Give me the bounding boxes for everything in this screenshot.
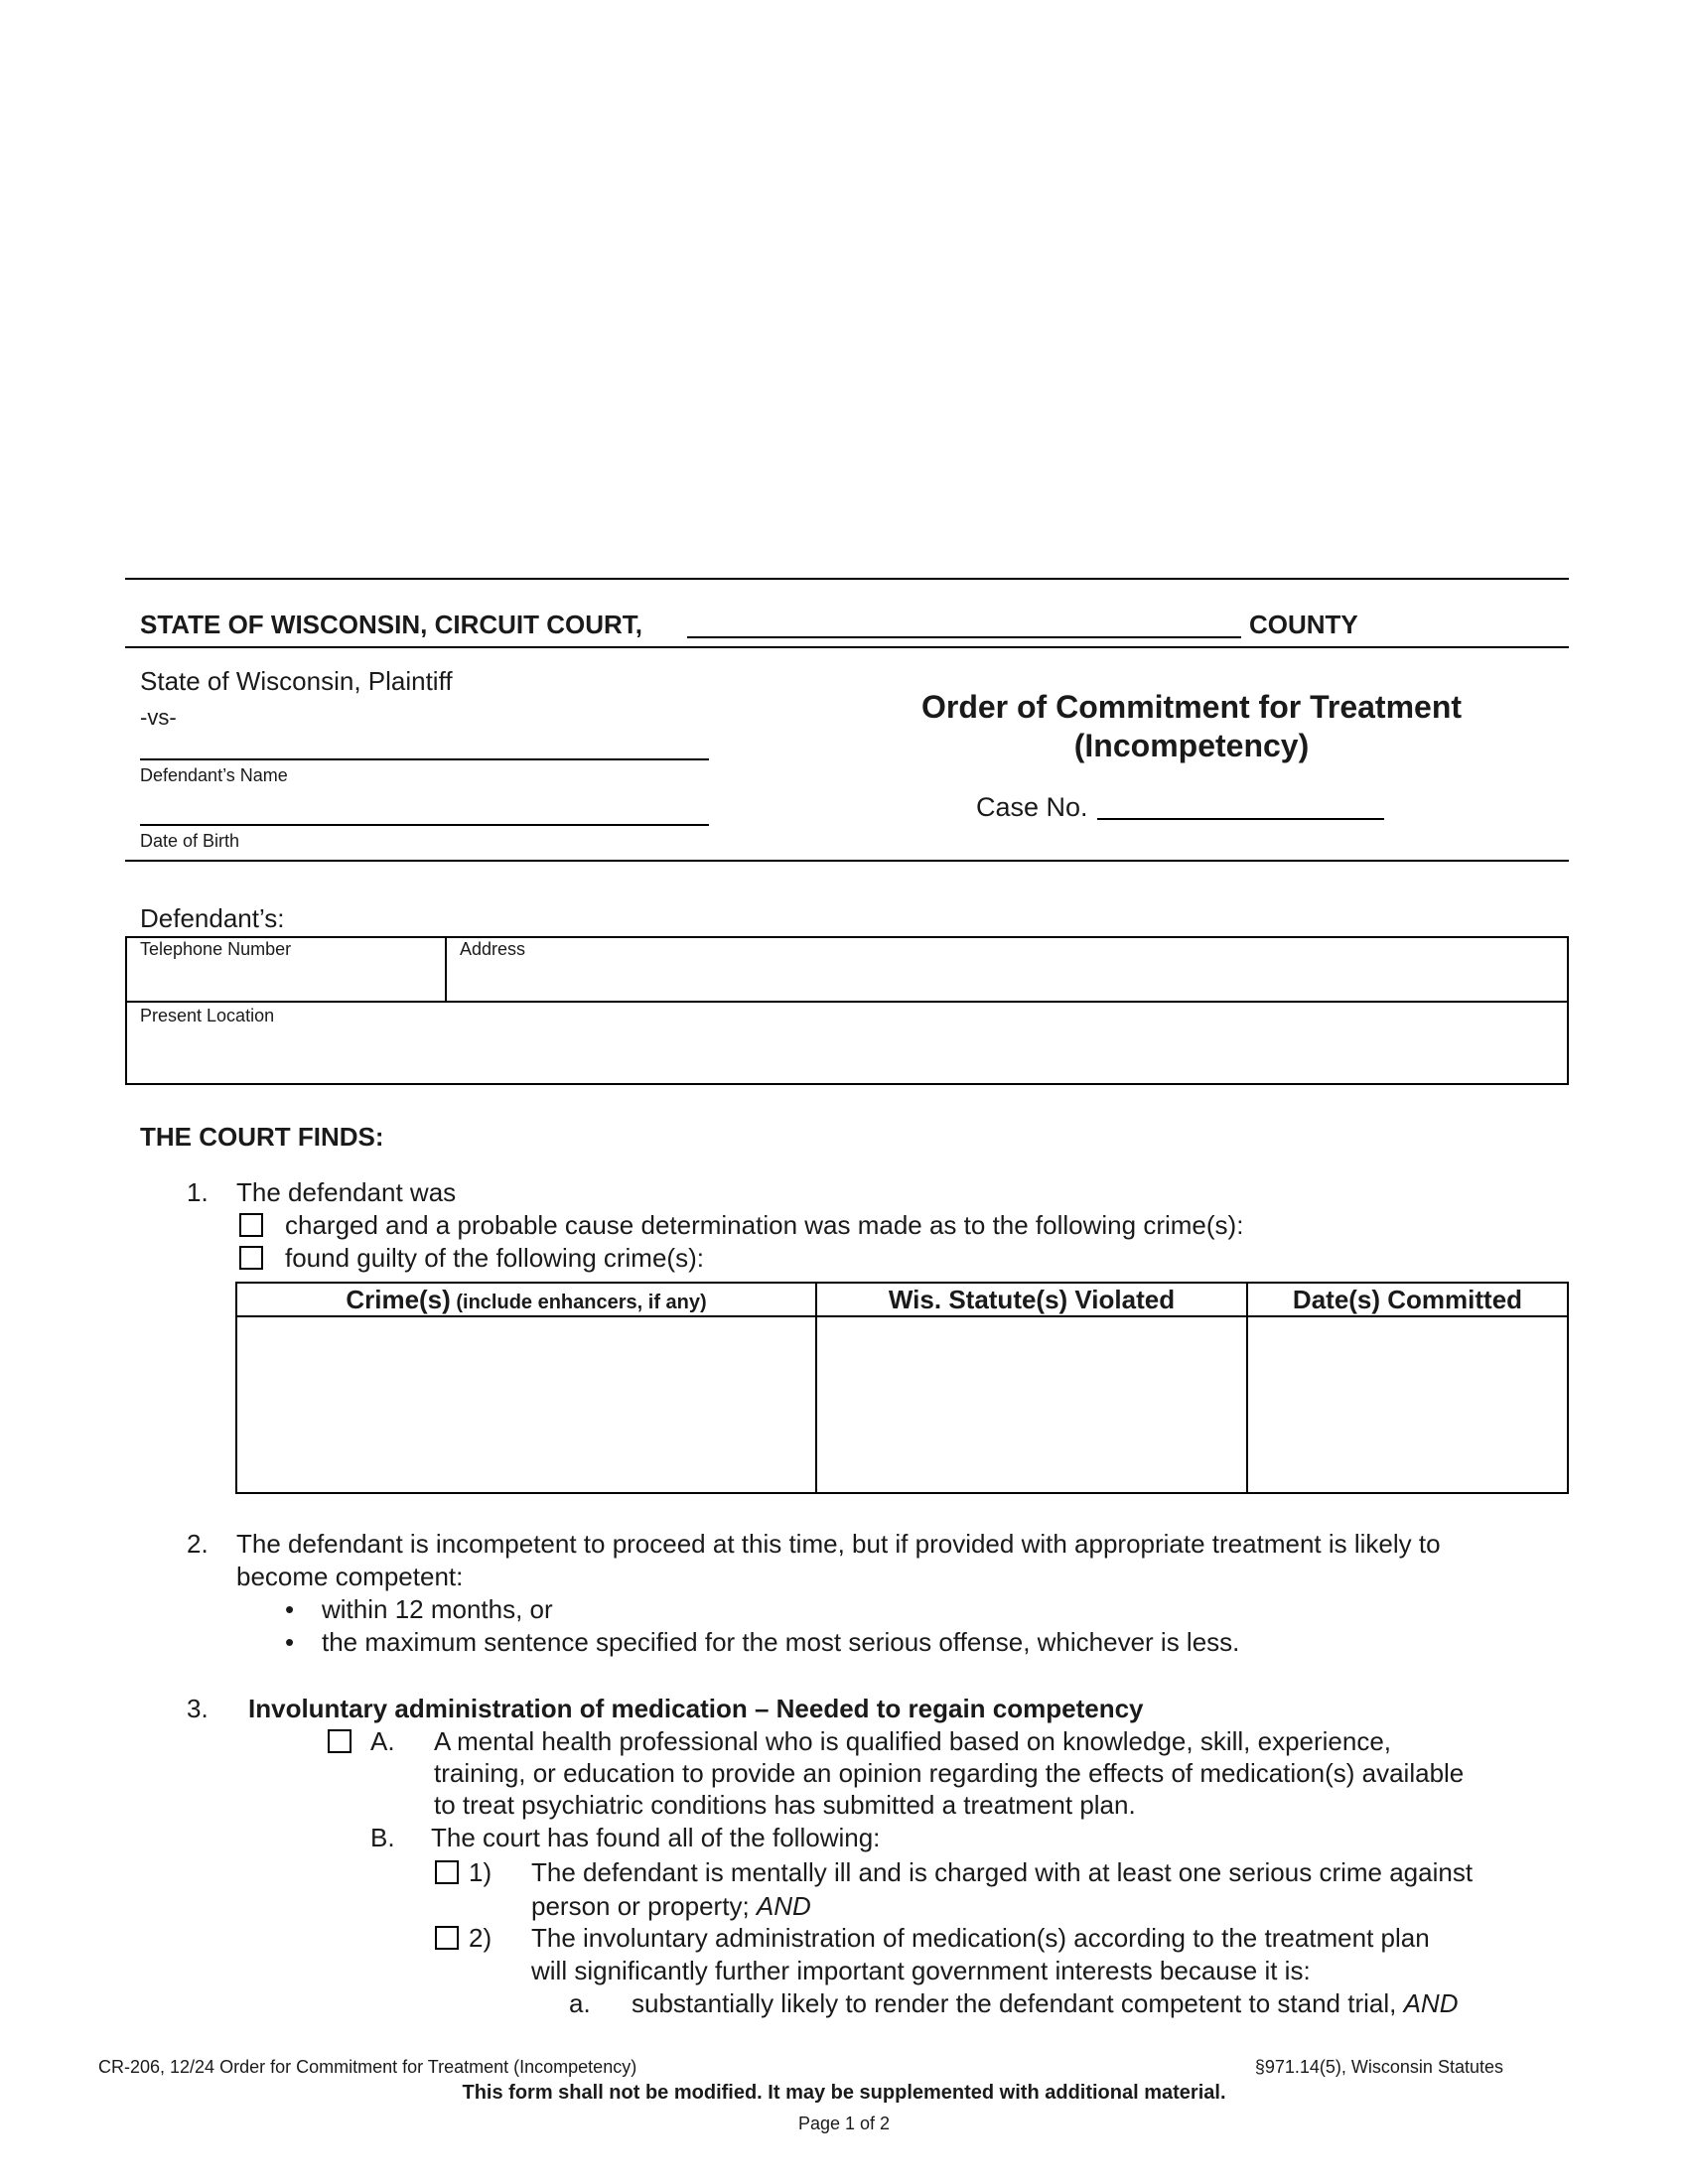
- item2-number: 2.: [187, 1529, 209, 1559]
- court-finds-heading: THE COURT FINDS:: [140, 1122, 384, 1152]
- government-interest-checkbox[interactable]: [435, 1926, 459, 1950]
- item3-ba-line: [632, 1988, 1458, 2019]
- present-location-label: Present Location: [140, 1006, 275, 1025]
- address-label: Address: [460, 939, 526, 959]
- item3-a-line1: A mental health professional who is qualified based on knowledge, skill, experience,: [434, 1726, 1392, 1756]
- defendant-info-heading: Defendant’s:: [140, 903, 285, 933]
- defendant-name-label: Defendant’s Name: [140, 765, 288, 785]
- case-no-field[interactable]: [1097, 818, 1384, 820]
- item3-a-line3: to treat psychiatric conditions has submitted a treatment plan.: [434, 1790, 1136, 1820]
- bullet-icon: •: [285, 1594, 295, 1624]
- crime-cell[interactable]: [236, 1316, 816, 1493]
- item3-b2-line2: will significantly further important government interests because it is:: [531, 1956, 1311, 1985]
- item3-b2-line1: The involuntary administration of medication(s) according to the treatment plan: [531, 1923, 1430, 1953]
- item2-line2: become competent:: [236, 1562, 464, 1591]
- item3-a-label: A.: [370, 1726, 395, 1756]
- statute-cell[interactable]: [816, 1316, 1247, 1493]
- telephone-field[interactable]: [127, 963, 443, 999]
- top-rule: [125, 578, 1569, 580]
- item3-b1-line2-text: person or property;: [531, 1891, 750, 1921]
- item3-b-text: The court has found all of the following:: [431, 1823, 881, 1852]
- case-no-label: Case No.: [976, 792, 1088, 822]
- date-committed-cell[interactable]: [1247, 1316, 1568, 1493]
- item3-b1-label: 1): [469, 1857, 492, 1887]
- bullet-icon: •: [285, 1627, 295, 1657]
- item1-number: 1.: [187, 1177, 209, 1207]
- statute-column-header: Wis. Statute(s) Violated: [816, 1283, 1247, 1316]
- item3-ba-label: a.: [569, 1988, 591, 2018]
- item3-ba-and: AND: [1403, 1988, 1459, 2018]
- footer-statute: §971.14(5), Wisconsin Statutes: [1254, 2057, 1503, 2077]
- item3-b1-line2: [531, 1891, 811, 1922]
- footer-page-number: Page 1 of 2: [797, 2114, 891, 2133]
- mentally-ill-checkbox[interactable]: [435, 1860, 459, 1884]
- form-title-line1: Order of Commitment for Treatment: [920, 689, 1463, 725]
- item3-b1-line1: The defendant is mentally ill and is charged with at least one serious crime against: [531, 1857, 1474, 1887]
- date-column-header: Date(s) Committed: [1247, 1283, 1568, 1316]
- court-line-suffix: COUNTY: [1249, 610, 1358, 639]
- county-name-field[interactable]: [687, 636, 1241, 638]
- item3-b2-label: 2): [469, 1923, 492, 1953]
- dob-field[interactable]: [140, 824, 709, 826]
- crime-column-note: (include enhancers, if any): [450, 1291, 707, 1313]
- crime-column-header: [236, 1283, 816, 1316]
- crime-column-title: Crime(s): [346, 1284, 451, 1314]
- item3-number: 3.: [187, 1694, 209, 1723]
- item3-heading: Involuntary administration of medication – Needed to regain competency: [248, 1694, 1144, 1723]
- present-location-field[interactable]: [127, 1030, 1565, 1082]
- item2-line1: The defendant is incompetent to proceed at this time, but if provided with appropriate treatment is likely to: [236, 1529, 1441, 1559]
- footer-form-id: CR-206, 12/24 Order for Commitment for Treatment (Incompetency): [98, 2057, 637, 2077]
- header-rule: [125, 646, 1569, 648]
- info-row-divider: [125, 1001, 1569, 1003]
- item3-ba-text: substantially likely to render the defendant competent to stand trial,: [632, 1988, 1397, 2018]
- item3-b1-and: AND: [756, 1891, 811, 1921]
- found-guilty-checkbox[interactable]: [239, 1246, 263, 1270]
- telephone-label: Telephone Number: [140, 939, 292, 959]
- charged-option-label: charged and a probable cause determination was made as to the following crime(s):: [285, 1210, 1244, 1240]
- plaintiff-label: State of Wisconsin, Plaintiff: [140, 666, 453, 696]
- court-line-prefix: STATE OF WISCONSIN, CIRCUIT COURT,: [140, 610, 643, 639]
- crimes-table: [235, 1282, 1569, 1494]
- vs-label: -vs-: [140, 705, 177, 730]
- item3-b-label: B.: [370, 1823, 395, 1852]
- treatment-plan-checkbox[interactable]: [328, 1729, 352, 1753]
- dob-label: Date of Birth: [140, 831, 240, 851]
- item3-a-line2: training, or education to provide an opinion regarding the effects of medication(s) available: [434, 1758, 1465, 1788]
- form-title-line2: (Incompetency): [1073, 728, 1310, 763]
- defendant-name-field[interactable]: [140, 758, 709, 760]
- caption-bottom-rule: [125, 860, 1569, 862]
- item1-text: The defendant was: [236, 1177, 457, 1207]
- found-guilty-option-label: found guilty of the following crime(s):: [285, 1243, 704, 1273]
- info-col-divider: [445, 936, 447, 1002]
- footer-notice: This form shall not be modified. It may be supplemented with additional material.: [462, 2082, 1226, 2104]
- item2-bullet2: the maximum sentence specified for the most serious offense, whichever is less.: [322, 1627, 1240, 1657]
- address-field[interactable]: [449, 963, 1565, 999]
- item2-bullet1: within 12 months, or: [322, 1594, 553, 1624]
- charged-checkbox[interactable]: [239, 1213, 263, 1237]
